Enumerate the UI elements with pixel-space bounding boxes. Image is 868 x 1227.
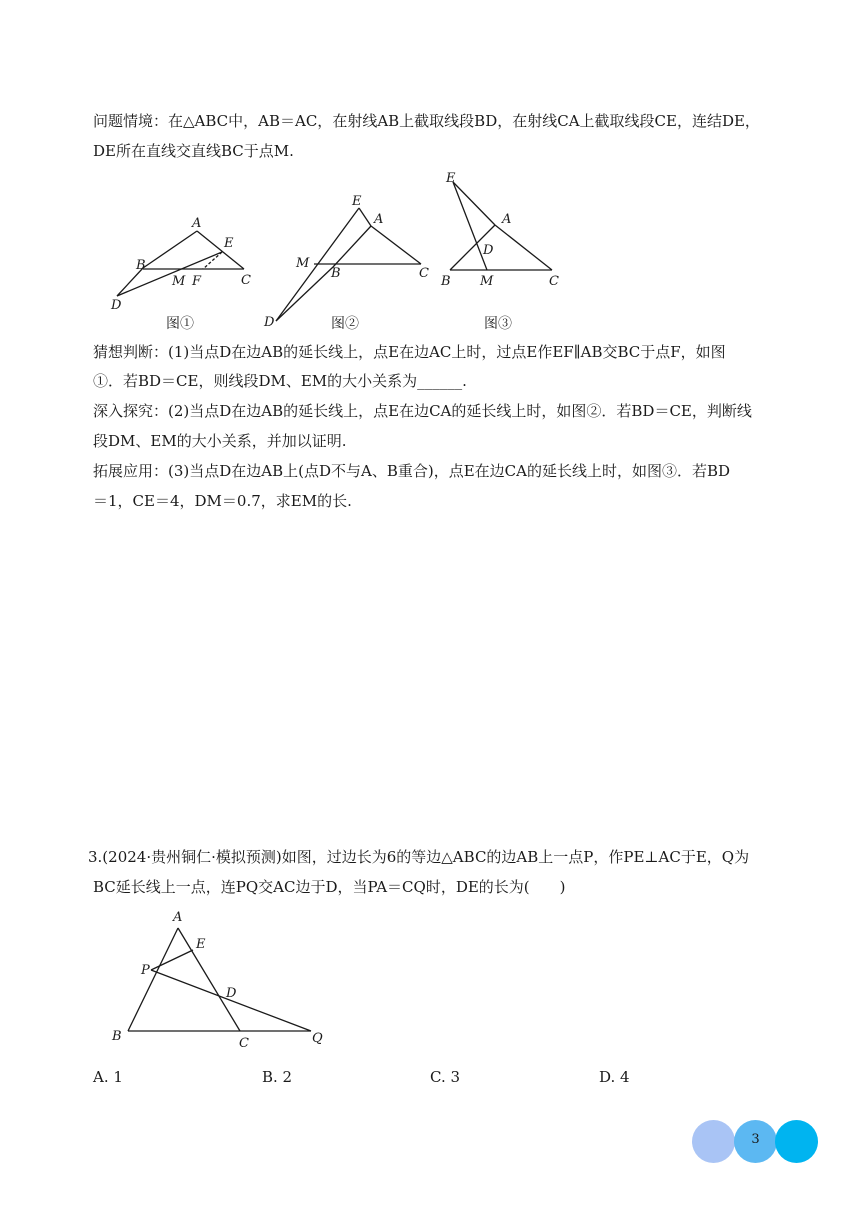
fig2-label-D: D xyxy=(264,315,275,330)
option-c: C. 3 xyxy=(430,1068,461,1086)
fig2-segment-AE xyxy=(359,208,371,226)
option-b: B. 2 xyxy=(262,1068,293,1086)
fig3-label-B: B xyxy=(441,274,451,289)
problem2-context-line2: DE所在直线交直线BC于点M. xyxy=(93,142,294,160)
fig3-segment-EA xyxy=(453,182,495,225)
fig2-segment-AB xyxy=(333,226,371,267)
p3-label-A: A xyxy=(173,910,183,925)
fig3-segment-EM xyxy=(453,182,487,270)
fig2-segment-AC xyxy=(371,226,421,264)
p3-label-C: C xyxy=(239,1036,249,1051)
fig1-segment-DE xyxy=(117,252,222,296)
figure-3-caption: 图③ xyxy=(484,316,512,332)
fig2-segment-BD xyxy=(276,267,333,321)
fig1-label-F: F xyxy=(192,274,202,289)
fig2-label-M: M xyxy=(296,256,310,271)
fig1-label-M: M xyxy=(172,274,186,289)
page-circle-right xyxy=(775,1120,818,1163)
fig3-segment-AC xyxy=(495,225,552,270)
p3-label-Q: Q xyxy=(312,1031,323,1046)
problem2-context-line1: 问题情境：在△ABC中，AB＝AC，在射线AB上截取线段BD，在射线CA上截取线段CE，连结DE， xyxy=(93,112,760,130)
fig1-label-B: B xyxy=(136,258,146,273)
fig1-segment-AB xyxy=(143,231,197,268)
option-a: A. 1 xyxy=(93,1068,123,1086)
problem3-line2: BC延长线上一点，连PQ交AC边于D，当PA＝CQ时，DE的长为( ) xyxy=(93,878,566,896)
fig2-label-B: B xyxy=(331,266,341,281)
fig3-label-A: A xyxy=(502,212,512,227)
fig3-label-C: C xyxy=(549,274,559,289)
q2-line1: 深入探究：(2)当点D在边AB的延长线上，点E在边CA的延长线上时，如图②．若BD＝CE，判断线 xyxy=(93,402,752,420)
figure-2 xyxy=(262,190,437,330)
q1-line2: ①．若BD＝CE，则线段DM、EM的大小关系为______. xyxy=(93,372,467,390)
p3-label-D: D xyxy=(226,986,237,1001)
problem3-figure xyxy=(105,905,335,1055)
fig3-label-E: E xyxy=(446,171,456,186)
p3-segment-PE xyxy=(151,950,193,970)
problem3-line1: 3.(2024·贵州铜仁·模拟预测)如图，过边长为6的等边△ABC的边AB上一点P，作PE⊥AC于E，Q为 xyxy=(88,848,750,866)
fig2-label-A: A xyxy=(374,212,384,227)
q2-line2: 段DM、EM的大小关系，并加以证明. xyxy=(93,432,347,450)
page-number: 3 xyxy=(751,1132,760,1147)
figure-1 xyxy=(100,205,260,320)
p3-label-P: P xyxy=(141,963,150,978)
fig3-label-M: M xyxy=(480,274,494,289)
p3-segment-AC xyxy=(178,928,240,1031)
fig1-segment-EF xyxy=(203,252,222,269)
q1-line1: 猜想判断：(1)当点D在边AB的延长线上，点E在边AC上时，过点E作EF∥AB交BC于点F，如图 xyxy=(93,343,726,361)
figure-3 xyxy=(435,165,575,295)
fig3-label-D: D xyxy=(483,243,494,258)
fig1-label-C: C xyxy=(241,273,251,288)
p3-segment-AB xyxy=(128,928,178,1031)
fig1-label-D: D xyxy=(111,298,122,313)
q3-line1: 拓展应用：(3)当点D在边AB上(点D不与A、B重合)，点E在边CA的延长线上时，如图③．若BD xyxy=(93,462,731,480)
fig1-label-E: E xyxy=(224,236,234,251)
fig1-segment-AC xyxy=(197,231,244,269)
fig2-label-E: E xyxy=(352,194,362,209)
q3-line2: ＝1，CE＝4，DM＝0.7，求EM的长. xyxy=(93,492,352,510)
option-d: D. 4 xyxy=(599,1068,630,1086)
figure-2-caption: 图② xyxy=(331,316,359,332)
fig2-label-C: C xyxy=(419,266,429,281)
p3-label-E: E xyxy=(196,937,206,952)
p3-label-B: B xyxy=(112,1029,122,1044)
fig1-label-A: A xyxy=(192,216,202,231)
figure-1-caption: 图① xyxy=(166,316,194,332)
page-circle-left xyxy=(692,1120,735,1163)
